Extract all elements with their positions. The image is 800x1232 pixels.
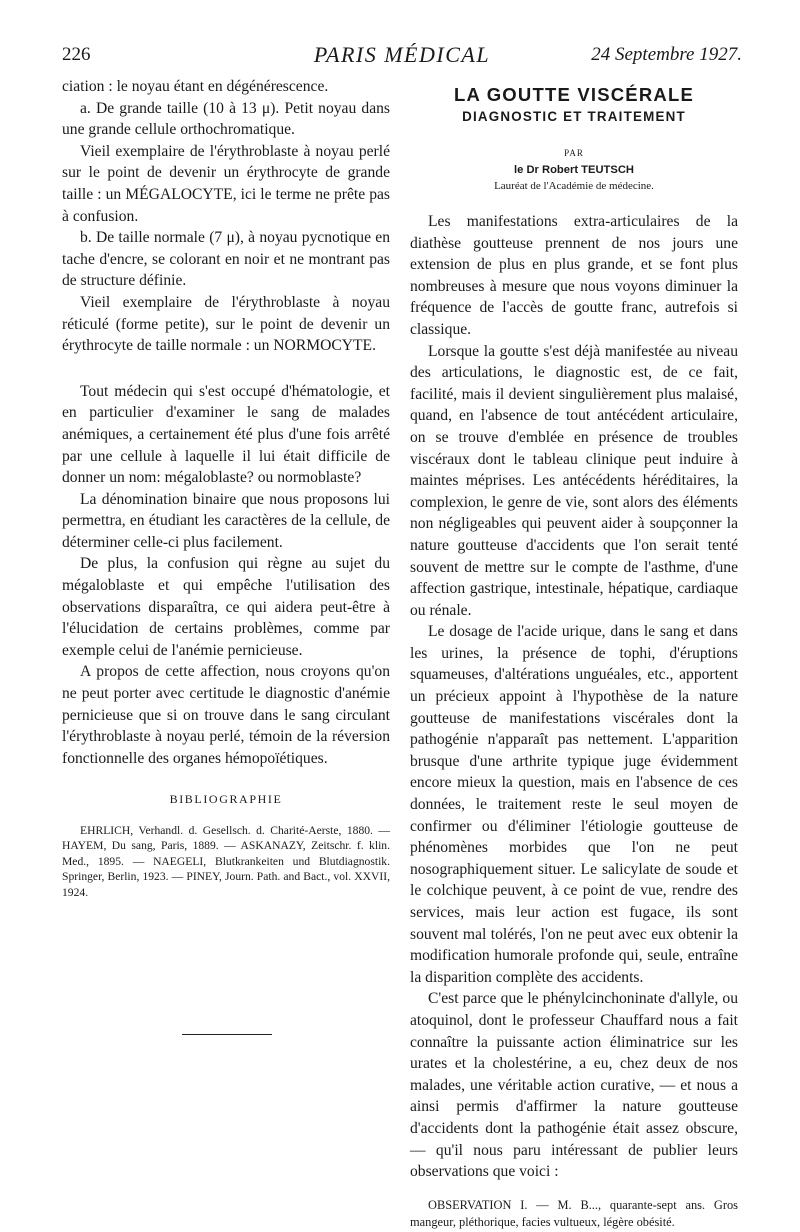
left-line-2: a. De grande taille (10 à 13 μ). Petit noyau dans une grande cellule orthochromatique. (62, 99, 390, 139)
right-paragraph-1: Les manifestations extra-articulaires de la diathèse goutteuse prennent de nos jours une extension de plus en plus grande, et se font plus nombreuses à mesure que nous voyons diminuer la fréquence de l'accès de goutte franc, autrefois si classique. (410, 213, 738, 338)
left-paragraph-2: La dénomination binaire que nous proposons lui permettra, en étudiant les caractères de la cellule, de déterminer celle-ci plus facilement. (62, 490, 390, 551)
author-affiliation: Lauréat de l'Académie de médecine. (494, 180, 654, 192)
journal-title: PARIS MÉDICAL (313, 42, 491, 67)
byline-par: PAR (564, 148, 584, 158)
spacer (62, 769, 390, 789)
left-paragraph-4: A propos de cette affection, nous croyons qu'on ne peut porter avec certitude le diagnostic d'anémie pernicieuse que si on trouve dans le sang circulant l'érythroblaste à noyau perlé, témoin de la réversion fonctionnelle des organes hémopoïétiques. (62, 663, 390, 767)
article-author: le Dr Robert TEUTSCH (514, 164, 634, 176)
left-column (62, 76, 390, 1035)
left-line-5: Vieil exemplaire de l'érythroblaste à noyau réticulé (forme petite), sur le point de devenir un érythrocyte de taille normale : un NORMOCYTE. (62, 293, 390, 355)
spacer (62, 357, 390, 381)
observation-text: OBSERVATION I. — M. B..., quarante-sept ans. Gros mangeur, pléthorique, facies vultueux, légère obésité. (410, 1197, 738, 1230)
right-paragraph-2: Lorsque la goutte s'est déjà manifestée au niveau des articulations, le diagnostic est, de ce fait, facilité, mais il devient singulièrement plus malaisé, quand, en l'absence de tout antécédent articulaire, on se trouve d'emblée en présence de troubles viscéraux dont le tableau clinique peut induire à maintes méprises. Les antécédents héréditaires, la complexion, le genre de vie, sont alors des éléments non négligeables qui peuvent aider à soupçonner la nature goutteuse d'accidents que l'on serait tenté souvent de mettre sur le compte de l'asthme, d'une affection gastrique, intestinale, hépatique, cardiaque ou rénale. (410, 342, 738, 619)
bibliography-text: EHRLICH, Verhandl. d. Gesellsch. d. Charité-Aerste, 1880. — HAYEM, Du sang, Paris, 1889. — ASKANAZY, Zeitschr. f. klin. Med., 1895. — NAEGELI, Blutkrankeiten und Blutdiagnostik. Springer, Berlin, 1923. — PINEY, Journ. Path. and Bact., vol. XXVII, 1924. (62, 824, 390, 899)
page-number: 226 (62, 44, 91, 65)
left-line-4: b. De taille normale (7 μ), à noyau pycnotique en tache d'encre, se colorant en noir et ne montrant pas de structure définie. (62, 229, 390, 290)
article-body (410, 211, 738, 1232)
right-paragraph-4: C'est parce que le phénylcinchoninate d'allyle, ou atoquinol, dont le professeur Chauffard nous a fait connaître la puissante action éliminatrice sur les urates et la cholestérine, a eu, chez deux de nos malades, une véritable action curative, — et nous a ainsi permis d'affirmer la nature goutteuse d'accidents dont la pathogénie était assez obscure, — qu'il nous paru intéressant de publier leurs observations que voici : (410, 990, 738, 1181)
left-paragraph-1: Tout médecin qui s'est occupé d'hématologie, et en particulier d'examiner le sang de malades anémiques, a certainement été plus d'une fois arrêté par une cellule à laquelle il lui était difficile de donner un nom: mégaloblaste? ou normoblaste? (62, 382, 390, 487)
right-paragraph-3: Le dosage de l'acide urique, dans le sang et dans les urines, la présence de tophi, d'éruptions squameuses, d'altérations unguéales, etc., apportent un précieux appoint à l'hypothèse de la nature goutteuse de manifestations viscérales dont la pathogénie n'apparaît pas nettement. L'apparition brusque d'une arthrite typique juge évidemment encore mieux la question, mais en l'absence de ces données, le traitement reste le seul moyen de confirmer ou d'éliminer l'étiologie goutteuse de phénomènes morbides que l'on ne peut nosographiquement situer. Le salicylate de soude et le colchique peuvent, à ce point de vue, rendre des services, mais leur action est fugace, ils sont souvent mal tolérés, l'on ne peut avec eux obtenir la modification humorale profonde qui, seule, entraîne la disparition complète des accidents. (410, 623, 738, 986)
left-paragraph-3: De plus, la confusion qui règne au sujet du mégaloblaste et qui empêche l'utilisation des observations disparaîtra, ce qui aidera peut-être à l'élucidation de certains problèmes, comme par exemple celui de l'anémie pernicieuse. (62, 555, 390, 659)
separator-rule (182, 1034, 272, 1035)
article-subtitle: DIAGNOSTIC ET TRAITEMENT (462, 109, 686, 124)
right-column (410, 76, 738, 1232)
left-line-1: ciation : le noyau étant en dégénérescence. (62, 78, 329, 95)
left-line-3: Vieil exemplaire de l'érythroblaste à noyau perlé sur le point de devenir un érythrocyte de grande taille : un MÉGALOCYTE, ici le terme ne prête pas à confusion. (62, 142, 390, 225)
bibliography-title: BIBLIOGRAPHIE (169, 792, 283, 807)
article-title: LA GOUTTE VISCÉRALE (453, 84, 694, 105)
issue-date: 24 Septembre 1927. (591, 44, 742, 65)
running-header (62, 40, 742, 70)
